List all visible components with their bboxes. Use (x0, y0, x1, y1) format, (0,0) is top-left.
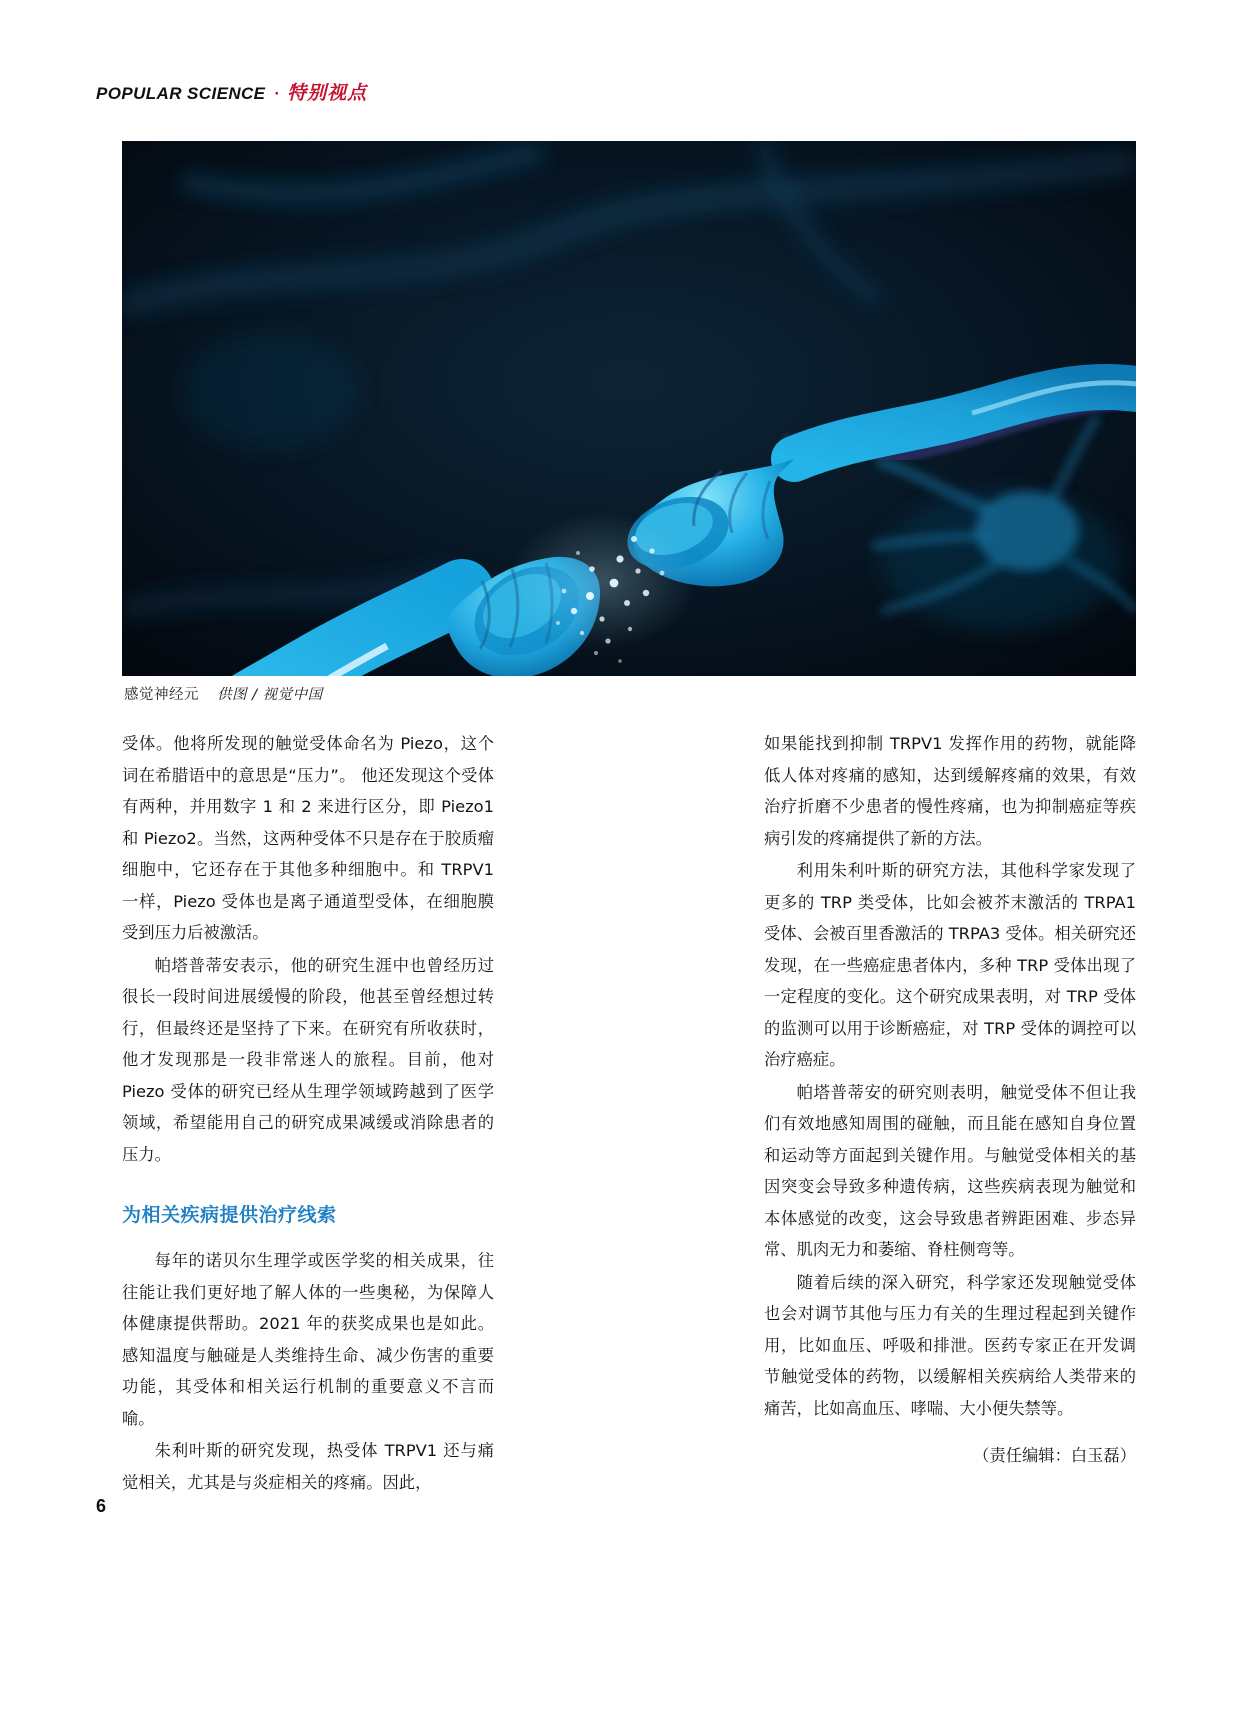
paragraph: 受体。他将所发现的触觉受体命名为 Piezo，这个词在希腊语中的意思是“压力”。 他还发现这个受体有两种，并用数字 1 和 2 来进行区分，即 Piezo1 和 Piezo2。当然，这两种受体不只是存在于胶质瘤细胞中，它还存在于其他多种细胞中。和 TRPV1 一样，Piezo 受体也是离子通道型受体，在细胞膜受到压力后被激活。 (122, 734, 494, 942)
page-header (96, 78, 367, 105)
page-number: 6 (96, 1496, 107, 1516)
section-subheading: 为相关疾病提供治疗线索 (122, 1204, 337, 1226)
paragraph: 帕塔普蒂安的研究则表明，触觉受体不但让我们有效地感知周围的碰触，而且能在感知自身位置和运动等方面起到关键作用。与触觉受体相关的基因突变会导致多种遗传病，这些疾病表现为触觉和本体感觉的改变，这会导致患者辨距困难、步态异常、肌肉无力和萎缩、脊柱侧弯等。 (764, 1082, 1136, 1259)
header-separator: · (274, 84, 281, 103)
editor-signoff: （责任编辑：白玉磊） (973, 1446, 1136, 1465)
sensory-neuron-illustration (122, 141, 1136, 676)
section-title: 特别视点 (287, 82, 368, 104)
paragraph: 如果能找到抑制 TRPV1 发挥作用的药物，就能降低人体对疼痛的感知，达到缓解疼痛的效果，有效治疗折磨不少患者的慢性疼痛，也为抑制癌症等疾病引发的疼痛提供了新的方法。 (764, 734, 1136, 848)
right-column (764, 728, 1136, 1499)
paragraph: 随着后续的深入研究，科学家还发现触觉受体也会对调节其他与压力有关的生理过程起到关键作用，比如血压、呼吸和排泄。医药专家正在开发调节触觉受体的药物，以缓解相关疾病给人类带来的痛苦，比如高血压、哮喘、大小便失禁等。 (764, 1272, 1136, 1418)
paragraph: 利用朱利叶斯的研究方法，其他科学家发现了更多的 TRP 类受体，比如会被芥末激活的 TRPA1 受体、会被百里香激活的 TRPA3 受体。相关研究还发现，在一些癌症患者体内，多种 TRP 受体出现了一定程度的变化。这个研究成果表明，对 TRP 受体的监测可以用于诊断癌症，对 TRP 受体的调控可以治疗癌症。 (764, 861, 1136, 1069)
figure-caption (124, 683, 323, 704)
neuron-artwork (122, 141, 1136, 676)
paragraph: 每年的诺贝尔生理学或医学奖的相关成果，往往能让我们更好地了解人体的一些奥秘，为保障人体健康提供帮助。2021 年的获奖成果也是如此。感知温度与触碰是人类维持生命、减少伤害的重要功能，其受体和相关运行机制的重要意义不言而喻。 (122, 1251, 494, 1428)
paragraph: 朱利叶斯的研究发现，热受体 TRPV1 还与痛觉相关，尤其是与炎症相关的疼痛。因此， (122, 1441, 494, 1492)
figure-caption-text: 感觉神经元 (124, 687, 199, 703)
figure-credit: 供图 / 视觉中国 (217, 687, 323, 703)
paragraph: 帕塔普蒂安表示，他的研究生涯中也曾经历过很长一段时间进展缓慢的阶段，他甚至曾经想过转行，但最终还是坚持了下来。在研究有所收获时，他才发现那是一段非常迷人的旅程。目前，他对 Piezo 受体的研究已经从生理学领域跨越到了医学领域，希望能用自己的研究成果减缓或消除患者的压力。 (122, 955, 494, 1164)
article-body (122, 728, 1136, 1499)
magazine-brand: POPULAR SCIENCE (96, 84, 266, 103)
left-column (122, 728, 494, 1499)
